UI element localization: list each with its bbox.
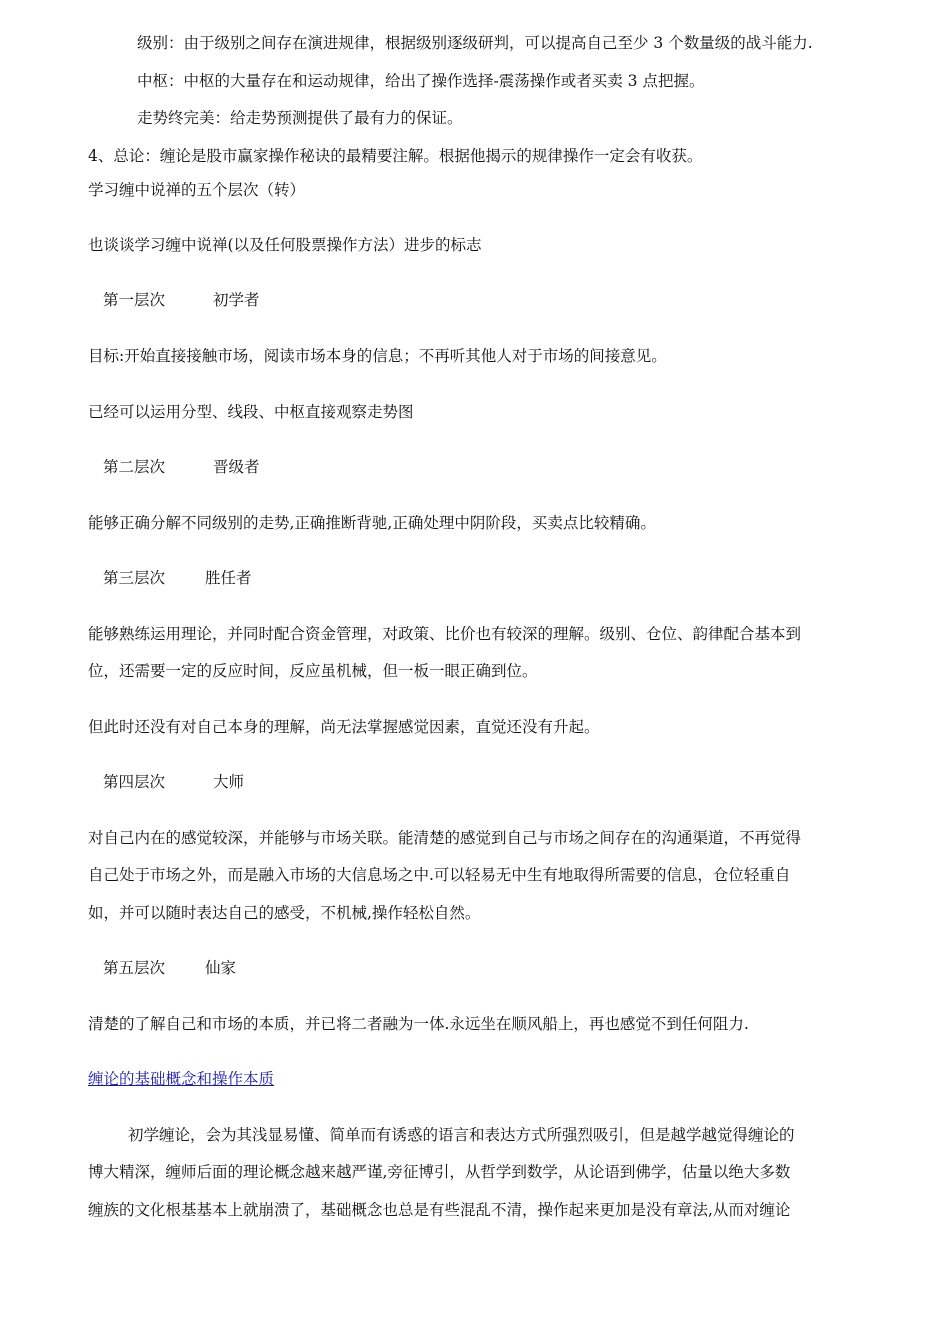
level-4-desc-line-2: 自己处于市场之外，而是融入市场的大信息场之中.可以轻易无中生有地取得所需要的信息，仓位轻重自	[88, 866, 791, 884]
level-3-desc-line-1: 能够熟练运用理论，并同时配合资金管理，对政策、比价也有较深的理解。级别、仓位、韵律配合基本到	[88, 625, 802, 643]
level-5-desc: 清楚的了解自己和市场的本质，并已将二者融为一体.永远坐在顺风船上，再也感觉不到任何阻力.	[88, 1015, 749, 1033]
level-3-desc-line-2: 位，还需要一定的反应时间，反应虽机械，但一板一眼正确到位。	[88, 662, 538, 680]
level-3-name: 第三层次	[103, 569, 166, 587]
level-1-title: 初学者	[213, 291, 260, 309]
level-4-title: 大师	[213, 773, 245, 791]
level-3-title: 胜任者	[205, 569, 252, 587]
level-5-title: 仙家	[205, 959, 237, 977]
level-1-desc-2: 已经可以运用分型、线段、中枢直接观察走势图	[88, 403, 414, 421]
subtitle: 也谈谈学习缠中说禅(以及任何股票操作方法）进步的标志	[88, 236, 482, 254]
section-title: 学习缠中说禅的五个层次（转）	[88, 181, 306, 199]
level-4-desc-line-3: 如，并可以随时表达自己的感受，不机械,操作轻松自然。	[88, 904, 481, 922]
article-link[interactable]: 缠论的基础概念和操作本质	[88, 1070, 275, 1088]
body-line-1: 初学缠论，会为其浅显易懂、简单而有诱惑的语言和表达方式所强烈吸引，但是越学越觉得缠论的	[128, 1126, 795, 1144]
level-1-name: 第一层次	[103, 291, 166, 309]
level-2-name: 第二层次	[103, 458, 166, 476]
level-1-desc: 目标:开始直接接触市场，阅读市场本身的信息；不再听其他人对于市场的间接意见。	[88, 347, 667, 365]
level-4-desc-line-1: 对自己内在的感觉较深，并能够与市场关联。能清楚的感觉到自己与市场之间存在的沟通渠道，不再觉得	[88, 829, 802, 847]
level-2-desc: 能够正确分解不同级别的走势,正确推断背驰,正确处理中阴阶段，买卖点比较精确。	[88, 514, 656, 532]
level-3-note: 但此时还没有对自己本身的理解，尚无法掌握感觉因素，直觉还没有升起。	[88, 718, 600, 736]
body-line-3: 缠族的文化根基基本上就崩溃了，基础概念也总是有些混乱不清，操作起来更加是没有章法,从而对缠论	[88, 1201, 791, 1219]
para-pivot: 中枢：中枢的大量存在和运动规律，给出了操作选择-震荡操作或者买卖 3 点把握。	[137, 72, 705, 90]
body-line-2: 博大精深，缠师后面的理论概念越来越严谨,旁征博引，从哲学到数学，从论语到佛学，估量以绝大多数	[88, 1163, 791, 1181]
para-summary: 4、总论：缠论是股市赢家操作秘诀的最精要注解。根据他揭示的规律操作一定会有收获。	[88, 147, 703, 165]
para-trend: 走势终完美：给走势预测提供了最有力的保证。	[137, 109, 463, 127]
level-4-name: 第四层次	[103, 773, 166, 791]
para-level: 级别：由于级别之间存在演进规律，根据级别逐级研判，可以提高自己至少 3 个数量级的战斗能力.	[137, 34, 813, 52]
level-2-title: 晋级者	[213, 458, 260, 476]
level-5-name: 第五层次	[103, 959, 166, 977]
